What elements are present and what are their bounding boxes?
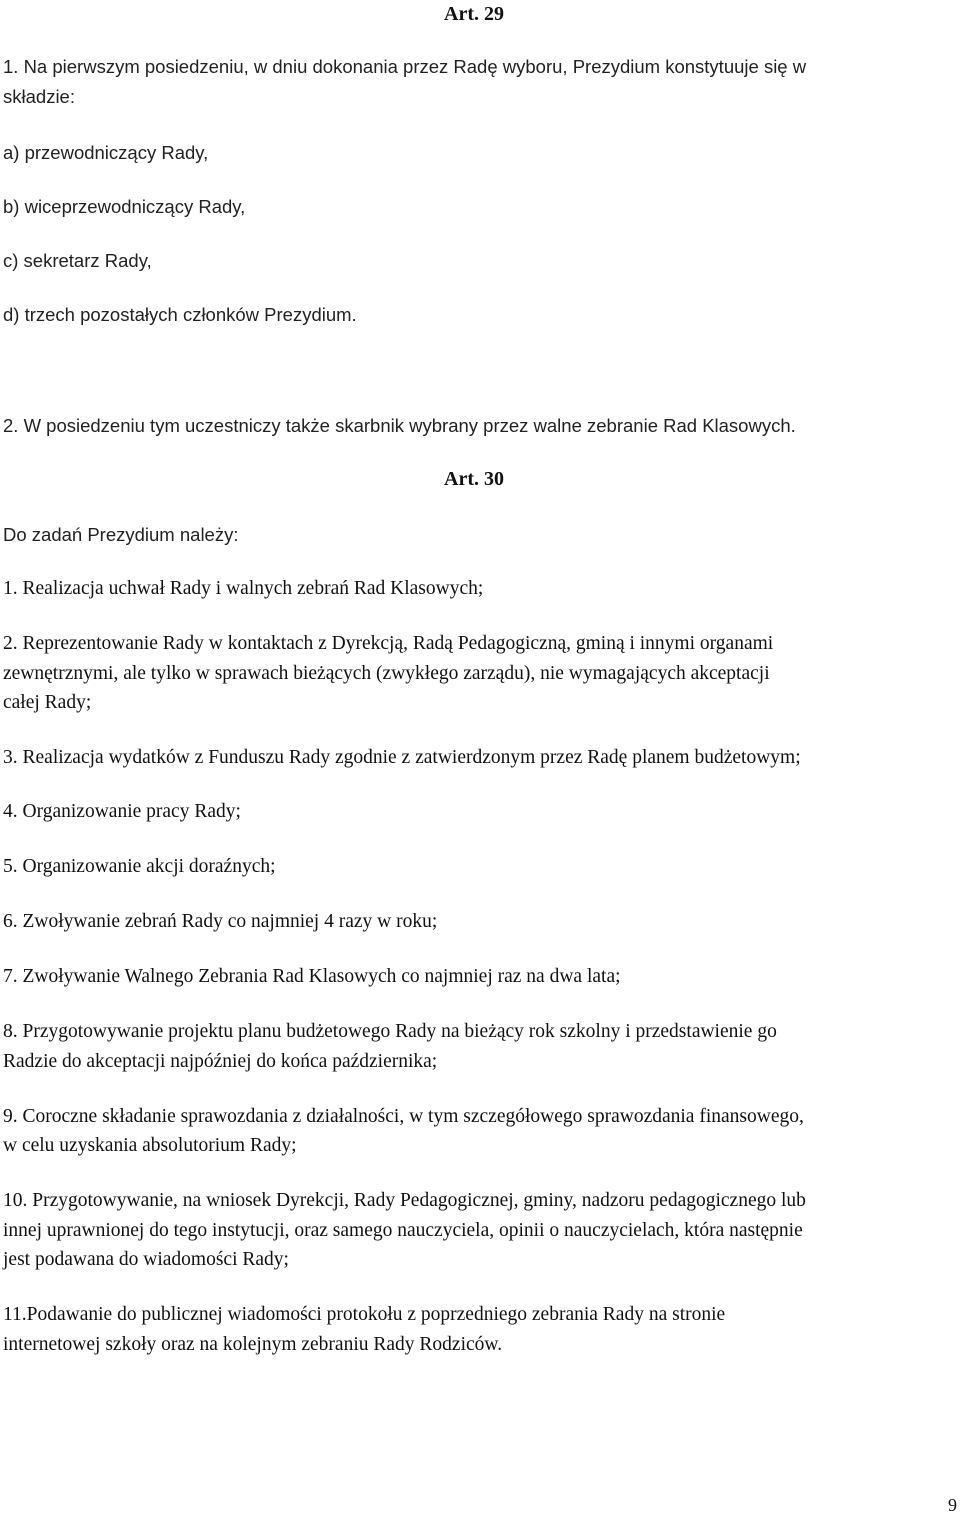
art-30-line-7: 5. Organizowanie akcji doraźnych;	[3, 856, 276, 877]
art-30-line-5: 3. Realizacja wydatków z Funduszu Rady zgodnie z zatwierdzonym przez Radę planem budżetowym;	[3, 747, 801, 768]
art-30-line-8: 6. Zwoływanie zebrań Rady co najmniej 4 razy w roku;	[3, 911, 438, 932]
art-30-line-15: innej uprawnionej do tego instytucji, oraz samego nauczyciela, opinii o nauczycielach, która następnie	[3, 1220, 803, 1241]
art-29-heading: Art. 29	[444, 3, 504, 25]
art-30-line-2: 2. Reprezentowanie Rady w kontaktach z Dyrekcją, Radą Pedagogiczną, gminą i innymi organami	[3, 633, 774, 654]
art-30-line-13: w celu uzyskania absolutorium Rady;	[3, 1135, 297, 1156]
art-30-line-6: 4. Organizowanie pracy Rady;	[3, 801, 241, 822]
art-29-item-d: d) trzech pozostałych członków Prezydium.	[3, 304, 357, 325]
art-30-line-1: 1. Realizacja uchwał Rady i walnych zebrań Rad Klasowych;	[3, 578, 484, 599]
art-30-line-10: 8. Przygotowywanie projektu planu budżetowego Rady na bieżący rok szkolny i przedstawienie go	[3, 1021, 777, 1042]
art-29-item-a: a) przewodniczący Rady,	[3, 142, 209, 163]
art-30-line-14: 10. Przygotowywanie, na wniosek Dyrekcji, Rady Pedagogicznej, gminy, nadzoru pedagogicznego lub	[3, 1190, 806, 1211]
page-number: 9	[948, 1495, 957, 1515]
art-29-paragraph-1-line-1: 1. Na pierwszym posiedzeniu, w dniu dokonania przez Radę wyboru, Prezydium konstytuuje się w	[3, 56, 807, 77]
art-30-line-4: całej Rady;	[3, 692, 92, 713]
art-30-line-17: 11.Podawanie do publicznej wiadomości protokołu z poprzedniego zebrania Rady na stronie	[3, 1304, 726, 1325]
art-30-line-11: Radzie do akceptacji najpóźniej do końca października;	[3, 1051, 438, 1072]
art-29-item-b: b) wiceprzewodniczący Rady,	[3, 196, 246, 217]
art-30-line-3: zewnętrznymi, ale tylko w sprawach bieżących (zwykłego zarządu), nie wymagających akceptacji	[3, 663, 770, 684]
art-29-paragraph-2: 2. W posiedzeniu tym uczestniczy także skarbnik wybrany przez walne zebranie Rad Klasowych.	[3, 415, 796, 436]
art-30-line-9: 7. Zwoływanie Walnego Zebrania Rad Klasowych co najmniej raz na dwa lata;	[3, 966, 621, 987]
art-30-intro: Do zadań Prezydium należy:	[3, 524, 239, 545]
art-30-line-16: jest podawana do wiadomości Rady;	[3, 1249, 289, 1270]
art-29-item-c: c) sekretarz Rady,	[3, 250, 152, 271]
art-30-line-12: 9. Coroczne składanie sprawozdania z działalności, w tym szczegółowego sprawozdania finansowego,	[3, 1106, 804, 1127]
art-30-heading: Art. 30	[444, 468, 504, 490]
art-29-paragraph-1-line-2: składzie:	[3, 86, 75, 107]
art-30-line-18: internetowej szkoły oraz na kolejnym zebraniu Rady Rodziców.	[3, 1334, 503, 1355]
